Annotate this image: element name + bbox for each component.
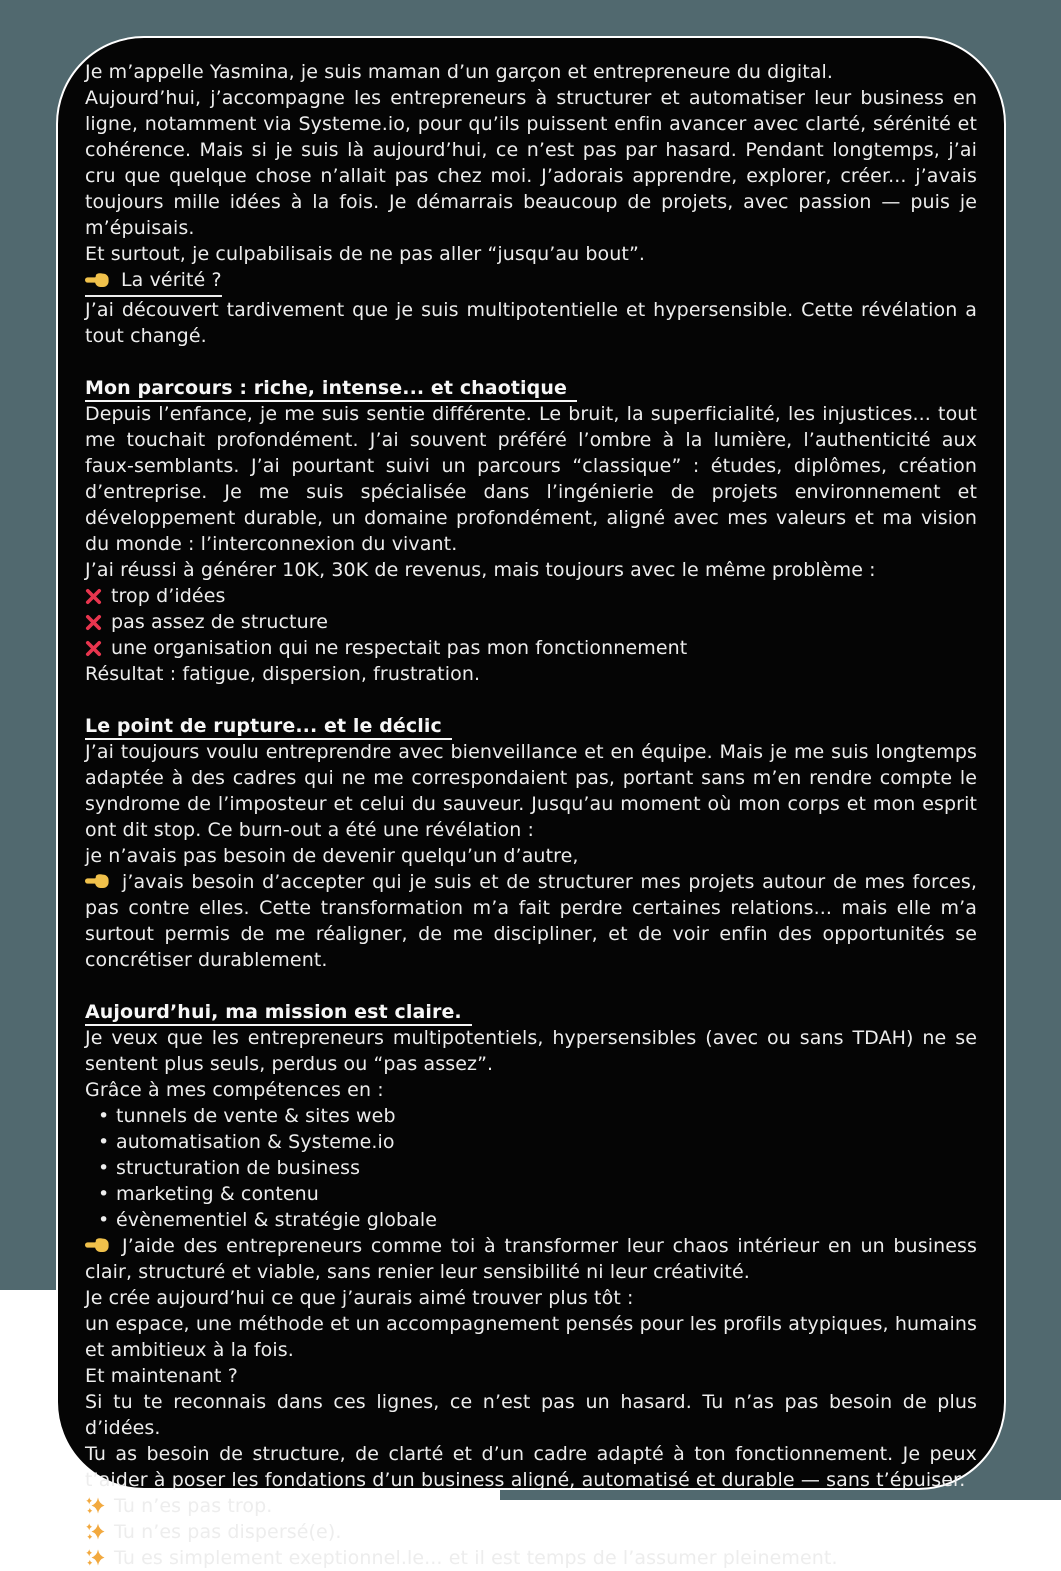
paragraph: Depuis l’enfance, je me suis sentie différente. Le bruit, la superficialité, les injustices... tout me touchait profondément. J’ai souvent préféré l’ombre à la lumière, l’authenticité aux faux-semblants. J’ai pourtant suivi un parcours “classique” : études, diplômes, création d’entreprise. Je me suis spécialisée dans l’ingénierie de projets environnement et développement durable, un domaine profondément, aligné avec mes valeurs et ma vision du monde : l’interconnexion du vivant. — [85, 403, 977, 555]
paragraph: Et surtout, je culpabilisais de ne pas aller “jusqu’au bout”. — [85, 243, 646, 265]
bullet-item: • tunnels de vente & sites web — [85, 1103, 977, 1129]
sparkles-icon — [85, 1496, 105, 1516]
sparkle-item-text: Tu n’es pas dispersé(e). — [114, 1521, 342, 1543]
pointing-hand-line — [85, 267, 977, 297]
paragraph: Aujourd’hui, j’accompagne les entrepreneurs à structurer et automatiser leur business en ligne, notamment via Systeme.io, pour qu’ils puissent enfin avancer avec clarté, sérénité et cohérence. Mais si je suis là aujourd’hui, ce n’est pas par hasard. Pendant longtemps, j’ai cru que quelque chose n’allait pas chez moi. J’adorais apprendre, explorer, créer... j’avais toujours mille idées à la fois. Je démarrais beaucoup de projets, avec passion — puis je m’épuisais. — [85, 87, 977, 239]
paragraph: Je m’appelle Yasmina, je suis maman d’un garçon et entrepreneure du digital. — [85, 61, 834, 83]
pointing-hand-paragraph — [85, 1233, 977, 1285]
card-content — [85, 59, 977, 1571]
section-heading-row — [85, 713, 977, 739]
section-heading: Le point de rupture... et le déclic — [85, 715, 452, 740]
x-list-item — [85, 583, 977, 609]
paragraph: J’ai toujours voulu entreprendre avec bienveillance et en équipe. Mais je me suis longtemps adaptée à des cadres qui ne me correspondaient pas, portant sans m’en rendre compte le syndrome de l’imposteur et celui du sauveur. Jusqu’au moment où mon corps et mon esprit ont dit stop. Ce burn-out a été une révélation : — [85, 741, 977, 841]
pointing-hand-icon — [85, 872, 113, 890]
paragraph-text: j’avais besoin d’accepter qui je suis et de structurer mes projets autour de mes forces, pas contre elles. Cette transformation m’a fait perdre certaines relations... mais elle m’a surtout permis de me réaligner, de me discipliner, et de voir enfin des opportunités se concrétiser durablement. — [85, 871, 977, 971]
pointing-hand-icon — [85, 271, 113, 289]
x-item-text: pas assez de structure — [111, 611, 328, 633]
cross-icon — [85, 588, 102, 605]
pointing-hand-paragraph — [85, 869, 977, 973]
lead-question-text: La vérité ? — [121, 269, 222, 291]
paragraph: je n’avais pas besoin de devenir quelqu’un d’autre, — [85, 845, 579, 867]
x-item-text: trop d’idées — [111, 585, 226, 607]
paragraph: Je veux que les entrepreneurs multipotentiels, hypersensibles (avec ou sans TDAH) ne se sentent plus seuls, perdus ou “pas assez”. — [85, 1027, 977, 1075]
paragraph-spacer — [85, 973, 977, 999]
paragraph-spacer — [85, 349, 977, 375]
section-heading: Mon parcours : riche, intense... et chaotique — [85, 377, 577, 402]
paragraph: J’ai découvert tardivement que je suis multipotentielle et hypersensible. Cette révélation a tout changé. — [85, 299, 977, 347]
cross-icon — [85, 640, 102, 657]
paragraph-spacer — [85, 687, 977, 713]
section-heading-row — [85, 999, 977, 1025]
bullet-item: • automatisation & Systeme.io — [85, 1129, 977, 1155]
bullet-item: • structuration de business — [85, 1155, 977, 1181]
paragraph: un espace, une méthode et un accompagnement pensés pour les profils atypiques, humains et ambitieux à la fois. — [85, 1313, 977, 1361]
pointing-hand-icon — [85, 1236, 113, 1254]
sparkles-icon — [85, 1522, 105, 1542]
paragraph: Et maintenant ? — [85, 1365, 238, 1387]
paragraph: Si tu te reconnais dans ces lignes, ce n’est pas un hasard. Tu n’as pas besoin de plus d’idées. — [85, 1391, 977, 1439]
x-item-text: une organisation qui ne respectait pas mon fonctionnement — [111, 637, 688, 659]
paragraph: J’ai réussi à générer 10K, 30K de revenus, mais toujours avec le même problème : — [85, 559, 876, 581]
paragraph: Résultat : fatigue, dispersion, frustration. — [85, 663, 481, 685]
underlined-lead — [85, 267, 222, 297]
paragraph: Grâce à mes compétences en : — [85, 1079, 384, 1101]
sparkle-item-text: Tu n’es pas trop. — [114, 1495, 273, 1517]
sparkle-list-item — [85, 1545, 977, 1571]
section-heading: Aujourd’hui, ma mission est claire. — [85, 1001, 472, 1026]
x-list-item — [85, 609, 977, 635]
skills-bullet-list — [85, 1103, 977, 1233]
sparkle-list-item — [85, 1519, 977, 1545]
paragraph: Tu as besoin de structure, de clarté et d’un cadre adapté à ton fonctionnement. Je peux t’aider à poser les fondations d’un business aligné, automatisé et durable — sans t’épuiser. — [85, 1443, 977, 1491]
sparkle-list-item — [85, 1493, 977, 1519]
cross-icon — [85, 614, 102, 631]
sparkle-item-text: Tu es simplement exeptionnel.le... et il est temps de l’assumer pleinement. — [114, 1547, 838, 1569]
paragraph: Je crée aujourd’hui ce que j’aurais aimé trouver plus tôt : — [85, 1287, 634, 1309]
sparkles-icon — [85, 1548, 105, 1568]
paragraph-text: J’aide des entrepreneurs comme toi à transformer leur chaos intérieur en un business clair, structuré et viable, sans renier leur sensibilité ni leur créativité. — [85, 1235, 977, 1283]
bullet-item: • évènementiel & stratégie globale — [85, 1207, 977, 1233]
section-heading-row — [85, 375, 977, 401]
bullet-item: • marketing & contenu — [85, 1181, 977, 1207]
bio-card — [56, 36, 1006, 1569]
x-list-item — [85, 635, 977, 661]
